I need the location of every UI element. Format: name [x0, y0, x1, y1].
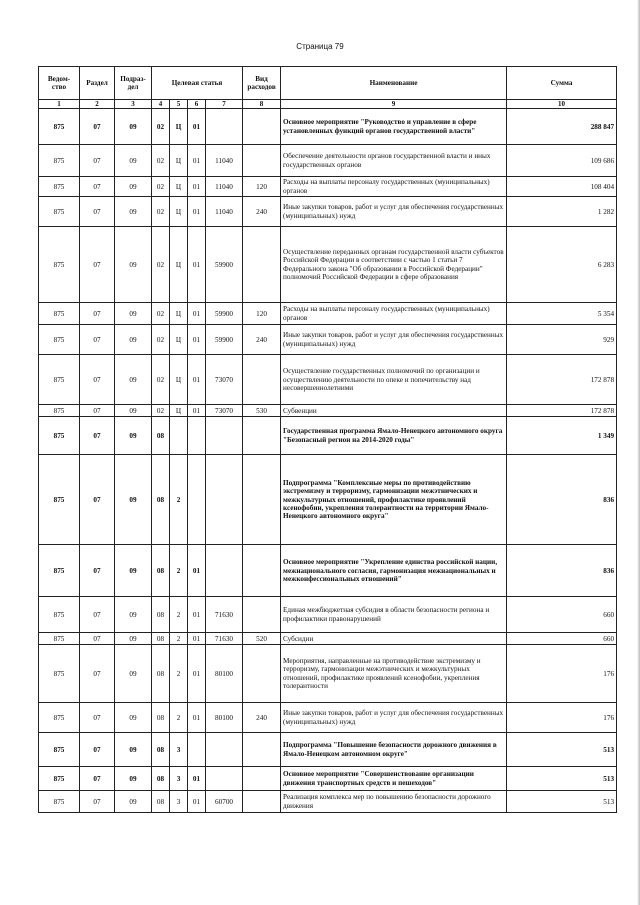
- cell-vid: [243, 455, 281, 545]
- cell-name: Расходы на выплаты персоналу государственных (муниципальных) органов: [281, 177, 507, 197]
- cell-sum: 836: [507, 455, 617, 545]
- cell-a: 08: [152, 597, 170, 633]
- cell-sum: 929: [507, 325, 617, 355]
- cell-c: 01: [188, 355, 206, 405]
- cell-name: Подпрограмма "Повышение безопасности дорожного движения в Ямало-Ненецком автономном округе": [281, 733, 507, 767]
- cell-c: 01: [188, 633, 206, 645]
- cell-name: Государственная программа Ямало-Ненецкого автономного округа "Безопасный регион на 2014-2020 годы": [281, 417, 507, 455]
- column-number: 6: [188, 100, 206, 109]
- cell-name: Реализация комплекса мер по повышению безопасности дорожного движения: [281, 791, 507, 813]
- column-number: 2: [80, 100, 115, 109]
- cell-raz: 07: [80, 405, 115, 417]
- cell-a: 02: [152, 303, 170, 325]
- table-row: [39, 733, 617, 767]
- cell-ved: 875: [39, 645, 80, 703]
- cell-name: Основное мероприятие "Руководство и управление в сфере установленных функций органов государственной власти": [281, 109, 507, 145]
- cell-d: 73070: [206, 355, 243, 405]
- cell-c: 01: [188, 109, 206, 145]
- cell-b: 2: [170, 645, 188, 703]
- cell-raz: 07: [80, 767, 115, 791]
- cell-pod: 09: [115, 177, 152, 197]
- cell-c: 01: [188, 405, 206, 417]
- cell-sum: 836: [507, 545, 617, 597]
- cell-vid: [243, 791, 281, 813]
- cell-raz: 07: [80, 145, 115, 177]
- cell-raz: 07: [80, 227, 115, 303]
- cell-ved: 875: [39, 703, 80, 733]
- cell-b: Ц: [170, 109, 188, 145]
- cell-pod: 09: [115, 417, 152, 455]
- cell-vid: [243, 767, 281, 791]
- column-number-row: [39, 100, 617, 109]
- cell-d: [206, 455, 243, 545]
- cell-name: Единая межбюджетная субсидия в области безопасности региона и профилактики правонарушений: [281, 597, 507, 633]
- cell-name: Мероприятия, направленные на противодействие экстремизму и терроризму, гармонизации межэтнических и межкультурных отношений, профилактике проявлений ксенофобии, укрепления толерантности: [281, 645, 507, 703]
- cell-vid: [243, 597, 281, 633]
- cell-name: Субсидии: [281, 633, 507, 645]
- cell-sum: 109 686: [507, 145, 617, 177]
- cell-ved: 875: [39, 227, 80, 303]
- cell-b: Ц: [170, 177, 188, 197]
- cell-d: 71630: [206, 597, 243, 633]
- cell-a: 08: [152, 791, 170, 813]
- cell-c: 01: [188, 325, 206, 355]
- column-number: 1: [39, 100, 80, 109]
- table-header: [39, 67, 617, 109]
- table-row: [39, 703, 617, 733]
- cell-name: Обеспечение деятельности органов государственной власти и иных государственных органов: [281, 145, 507, 177]
- cell-vid: [243, 733, 281, 767]
- cell-d: 80100: [206, 703, 243, 733]
- header-naimenovanie: Наименование: [281, 67, 507, 100]
- column-number: 7: [206, 100, 243, 109]
- cell-ved: 875: [39, 197, 80, 227]
- cell-d: 11040: [206, 177, 243, 197]
- cell-c: [188, 455, 206, 545]
- cell-name: Субвенции: [281, 405, 507, 417]
- table-row: [39, 545, 617, 597]
- column-number: 8: [243, 100, 281, 109]
- cell-a: 02: [152, 177, 170, 197]
- cell-raz: 07: [80, 455, 115, 545]
- cell-ved: 875: [39, 633, 80, 645]
- table-row: [39, 197, 617, 227]
- cell-a: 08: [152, 767, 170, 791]
- cell-ved: 875: [39, 109, 80, 145]
- cell-sum: 288 847: [507, 109, 617, 145]
- cell-vid: [243, 355, 281, 405]
- table-row: [39, 109, 617, 145]
- cell-b: Ц: [170, 325, 188, 355]
- cell-sum: 6 283: [507, 227, 617, 303]
- cell-vid: [243, 417, 281, 455]
- cell-raz: 07: [80, 633, 115, 645]
- cell-sum: 108 404: [507, 177, 617, 197]
- cell-sum: 172 878: [507, 355, 617, 405]
- cell-b: Ц: [170, 405, 188, 417]
- cell-vid: 120: [243, 303, 281, 325]
- column-number: 3: [115, 100, 152, 109]
- column-number: 5: [170, 100, 188, 109]
- cell-name: Расходы на выплаты персоналу государственных (муниципальных) органов: [281, 303, 507, 325]
- cell-d: 11040: [206, 197, 243, 227]
- cell-a: 02: [152, 355, 170, 405]
- cell-raz: 07: [80, 645, 115, 703]
- cell-b: 3: [170, 733, 188, 767]
- cell-sum: 513: [507, 733, 617, 767]
- table-row: [39, 405, 617, 417]
- cell-name: Основное мероприятие "Укрепление единства российской нации, межнационального согласия, гармонизация межнациональных и межконфессиональных отношений": [281, 545, 507, 597]
- cell-d: 60700: [206, 791, 243, 813]
- cell-b: [170, 417, 188, 455]
- column-number: 9: [281, 100, 507, 109]
- cell-sum: 513: [507, 791, 617, 813]
- cell-pod: 09: [115, 703, 152, 733]
- cell-vid: [243, 109, 281, 145]
- cell-vid: [243, 645, 281, 703]
- cell-pod: 09: [115, 197, 152, 227]
- cell-pod: 09: [115, 405, 152, 417]
- table-row: [39, 417, 617, 455]
- cell-a: 08: [152, 633, 170, 645]
- cell-c: 01: [188, 197, 206, 227]
- cell-c: 01: [188, 145, 206, 177]
- cell-b: Ц: [170, 227, 188, 303]
- cell-a: 02: [152, 109, 170, 145]
- cell-c: [188, 417, 206, 455]
- cell-c: 01: [188, 645, 206, 703]
- cell-sum: 172 878: [507, 405, 617, 417]
- cell-pod: 09: [115, 303, 152, 325]
- cell-b: 2: [170, 633, 188, 645]
- cell-raz: 07: [80, 303, 115, 325]
- cell-ved: 875: [39, 455, 80, 545]
- cell-name: Подпрограмма "Комплексные меры по противодействию экстремизму и терроризму, гармонизации межэтнических и межкультурных отношений, профилактике проявлений ксенофобии, укрепления толерантности на территории Ямало-Ненецкого автономного округа": [281, 455, 507, 545]
- cell-a: 08: [152, 455, 170, 545]
- cell-ved: 875: [39, 545, 80, 597]
- cell-d: 59900: [206, 227, 243, 303]
- cell-b: Ц: [170, 197, 188, 227]
- table-row: [39, 455, 617, 545]
- cell-sum: 5 354: [507, 303, 617, 325]
- cell-raz: 07: [80, 703, 115, 733]
- cell-c: 01: [188, 227, 206, 303]
- cell-sum: 176: [507, 703, 617, 733]
- cell-a: 08: [152, 703, 170, 733]
- cell-d: 71630: [206, 633, 243, 645]
- cell-ved: 875: [39, 145, 80, 177]
- table-row: [39, 303, 617, 325]
- cell-a: 08: [152, 645, 170, 703]
- cell-raz: 07: [80, 325, 115, 355]
- cell-c: 01: [188, 545, 206, 597]
- cell-pod: 09: [115, 633, 152, 645]
- cell-raz: 07: [80, 545, 115, 597]
- cell-vid: [243, 145, 281, 177]
- cell-name: Иные закупки товаров, работ и услуг для обеспечения государственных (муниципальных) нужд: [281, 197, 507, 227]
- cell-vid: [243, 227, 281, 303]
- cell-b: 2: [170, 703, 188, 733]
- column-number: 10: [507, 100, 617, 109]
- cell-vid: 520: [243, 633, 281, 645]
- cell-sum: 176: [507, 645, 617, 703]
- cell-name: Осуществление переданных органам государственной власти субъектов Российской Федерации в соответствии с частью 1 статьи 7 Федерального закона "Об образовании в Российской Федерации" полномочий Российской Федерации в сфере образования: [281, 227, 507, 303]
- cell-name: Основное мероприятие "Совершенствование организации движения транспортных средств и пешеходов": [281, 767, 507, 791]
- header-vid-rashodov: Вид расходов: [243, 67, 281, 100]
- cell-pod: 09: [115, 645, 152, 703]
- table-row: [39, 145, 617, 177]
- cell-b: Ц: [170, 303, 188, 325]
- cell-d: 80100: [206, 645, 243, 703]
- cell-b: 2: [170, 597, 188, 633]
- cell-d: [206, 417, 243, 455]
- table-row: [39, 355, 617, 405]
- cell-raz: 07: [80, 109, 115, 145]
- cell-b: 2: [170, 545, 188, 597]
- cell-pod: 09: [115, 791, 152, 813]
- cell-pod: 09: [115, 355, 152, 405]
- cell-a: 02: [152, 145, 170, 177]
- table-row: [39, 177, 617, 197]
- header-celevaya-statya: Целевая статья: [152, 67, 243, 100]
- cell-raz: 07: [80, 791, 115, 813]
- header-summa: Сумма: [507, 67, 617, 100]
- cell-ved: 875: [39, 767, 80, 791]
- cell-pod: 09: [115, 767, 152, 791]
- cell-sum: 513: [507, 767, 617, 791]
- cell-a: 08: [152, 417, 170, 455]
- table-row: [39, 767, 617, 791]
- cell-pod: 09: [115, 733, 152, 767]
- table-row: [39, 645, 617, 703]
- cell-ved: 875: [39, 355, 80, 405]
- cell-sum: 660: [507, 597, 617, 633]
- cell-ved: 875: [39, 417, 80, 455]
- cell-d: 11040: [206, 145, 243, 177]
- cell-ved: 875: [39, 597, 80, 633]
- cell-name: Иные закупки товаров, работ и услуг для обеспечения государственных (муниципальных) нужд: [281, 703, 507, 733]
- cell-b: Ц: [170, 145, 188, 177]
- cell-d: 73070: [206, 405, 243, 417]
- cell-b: 2: [170, 455, 188, 545]
- cell-c: 01: [188, 767, 206, 791]
- cell-pod: 09: [115, 325, 152, 355]
- cell-c: 01: [188, 303, 206, 325]
- budget-table: [38, 66, 617, 813]
- cell-c: 01: [188, 177, 206, 197]
- cell-raz: 07: [80, 197, 115, 227]
- cell-name: Иные закупки товаров, работ и услуг для обеспечения государственных (муниципальных) нужд: [281, 325, 507, 355]
- cell-b: Ц: [170, 355, 188, 405]
- cell-d: [206, 545, 243, 597]
- cell-a: 02: [152, 405, 170, 417]
- cell-a: 02: [152, 325, 170, 355]
- cell-vid: 240: [243, 325, 281, 355]
- cell-c: 01: [188, 791, 206, 813]
- cell-vid: 120: [243, 177, 281, 197]
- header-podrazdel: Подраз-дел: [115, 67, 152, 100]
- header-razdel: Раздел: [80, 67, 115, 100]
- cell-pod: 09: [115, 597, 152, 633]
- cell-raz: 07: [80, 355, 115, 405]
- cell-ved: 875: [39, 791, 80, 813]
- cell-sum: 1 282: [507, 197, 617, 227]
- cell-pod: 09: [115, 109, 152, 145]
- cell-ved: 875: [39, 177, 80, 197]
- cell-ved: 875: [39, 325, 80, 355]
- cell-c: 01: [188, 703, 206, 733]
- cell-d: 59900: [206, 325, 243, 355]
- cell-a: 08: [152, 545, 170, 597]
- cell-raz: 07: [80, 177, 115, 197]
- cell-c: [188, 733, 206, 767]
- cell-raz: 07: [80, 733, 115, 767]
- cell-ved: 875: [39, 303, 80, 325]
- cell-pod: 09: [115, 455, 152, 545]
- cell-a: 02: [152, 227, 170, 303]
- table-row: [39, 597, 617, 633]
- cell-d: [206, 109, 243, 145]
- cell-raz: 07: [80, 417, 115, 455]
- cell-ved: 875: [39, 405, 80, 417]
- table-row: [39, 227, 617, 303]
- cell-pod: 09: [115, 545, 152, 597]
- cell-c: 01: [188, 597, 206, 633]
- cell-a: 02: [152, 197, 170, 227]
- cell-pod: 09: [115, 145, 152, 177]
- cell-vid: 240: [243, 197, 281, 227]
- cell-vid: 530: [243, 405, 281, 417]
- cell-sum: 660: [507, 633, 617, 645]
- cell-raz: 07: [80, 597, 115, 633]
- cell-d: 59900: [206, 303, 243, 325]
- cell-ved: 875: [39, 733, 80, 767]
- cell-pod: 09: [115, 227, 152, 303]
- cell-d: [206, 767, 243, 791]
- column-number: 4: [152, 100, 170, 109]
- table-row: [39, 791, 617, 813]
- page-title: Страница 79: [296, 42, 344, 51]
- header-vedomstvo: Ведом-ство: [39, 67, 80, 100]
- table-row: [39, 325, 617, 355]
- cell-name: Осуществление государственных полномочий по организации и осуществлению деятельности по опеке и попечительству над несовершеннолетними: [281, 355, 507, 405]
- table-row: [39, 633, 617, 645]
- cell-a: 08: [152, 733, 170, 767]
- cell-d: [206, 733, 243, 767]
- table-body: [39, 109, 617, 813]
- cell-b: 3: [170, 791, 188, 813]
- cell-vid: 240: [243, 703, 281, 733]
- cell-sum: 1 349: [507, 417, 617, 455]
- cell-b: 3: [170, 767, 188, 791]
- cell-vid: [243, 545, 281, 597]
